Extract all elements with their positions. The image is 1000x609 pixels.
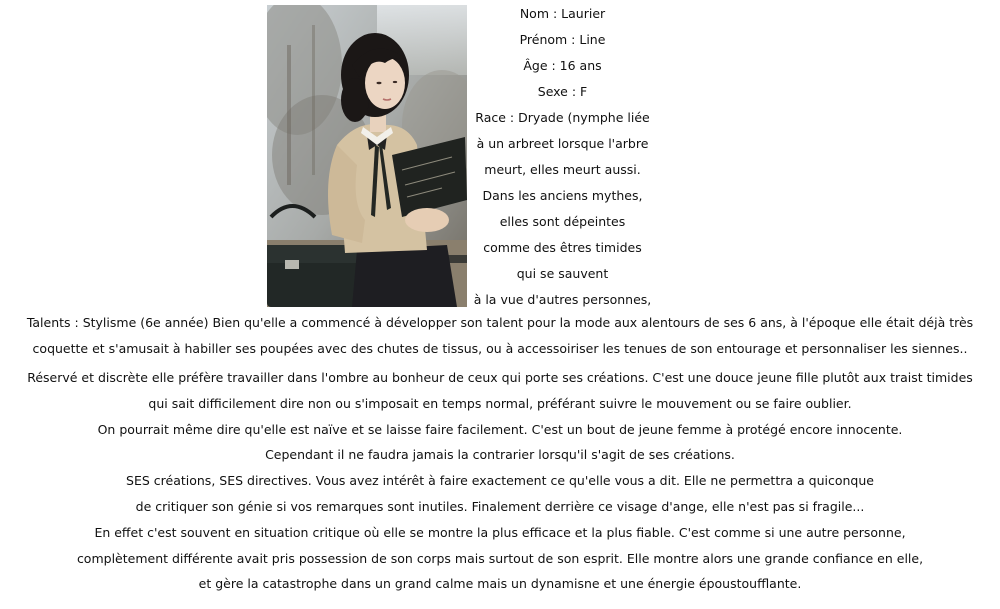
race-line: qui se sauvent — [516, 266, 609, 281]
sex-line: Sexe : F — [537, 84, 588, 99]
personality-line: complètement différente avait pris possession de son corps mais surtout de son esprit. Elle montre alors une grande confiance en elle, — [76, 550, 924, 566]
personality-line: Cependant il ne faudra jamais la contrarier lorsqu'il s'agit de ses créations. — [265, 447, 735, 463]
identity-block — [465, 5, 660, 317]
personality-line: En effet c'est souvent en situation critique où elle se montre la plus efficace et la plus fiable. C'est comme si une autre personne, — [94, 524, 906, 540]
personality-line: de critiquer son génie si vos remarques sont inutiles. Finalement derrière ce visage d'ange, elle n'est pas si fragile... — [135, 498, 865, 514]
personality-line: et gère la catastrophe dans un grand calme mais un dynamisne et une énergie époustoufflante. — [198, 576, 802, 592]
race-line: Dans les anciens mythes, — [482, 188, 643, 203]
personality-line: SES créations, SES directives. Vous avez intérêt à faire exactement ce qu'elle vous a dit. Elle ne permettra a quiconque — [126, 473, 874, 489]
name-line: Nom : Laurier — [519, 6, 606, 21]
personality-block — [0, 369, 1000, 601]
race-line: comme des êtres timides — [483, 240, 642, 255]
personality-line: On pourrait même dire qu'elle est naïve et se laisse faire facilement. C'est un bout de jeune femme à protégé encore innocente. — [97, 421, 903, 437]
talents-block — [0, 314, 1000, 366]
personality-line: Réservé et discrète elle préfère travailler dans l'ombre au bonheur de ceux qui porte ses créations. C'est une douce jeune fille plutôt aux traist timides — [27, 370, 973, 385]
race-line: à un arbreet lorsque l'arbre — [476, 136, 649, 151]
firstname-line: Prénom : Line — [519, 32, 606, 47]
age-line: Âge : 16 ans — [523, 58, 602, 73]
portrait-illustration — [267, 5, 467, 307]
race-line: Race : Dryade (nymphe liée — [475, 110, 650, 125]
portrait-photo — [267, 5, 467, 307]
talents-line: Talents : Stylisme (6e année) Bien qu'elle a commencé à développer son talent pour la mode aux alentours de ses 6 ans, à l'époque elle était déjà très — [26, 315, 974, 330]
personality-line: qui sait difficilement dire non ou s'imposait en temps normal, préférant suivre le mouvement ou se faire oublier. — [148, 395, 852, 411]
race-line: elles sont dépeintes — [499, 214, 626, 229]
race-line: à la vue d'autres personnes, — [473, 292, 652, 307]
race-line: meurt, elles meurt aussi. — [484, 162, 641, 177]
talents-line: coquette et s'amusait à habiller ses poupées avec des chutes de tissus, ou à accessoiriser les tenues de son entourage et personnaliser les siennes.. — [32, 341, 968, 356]
